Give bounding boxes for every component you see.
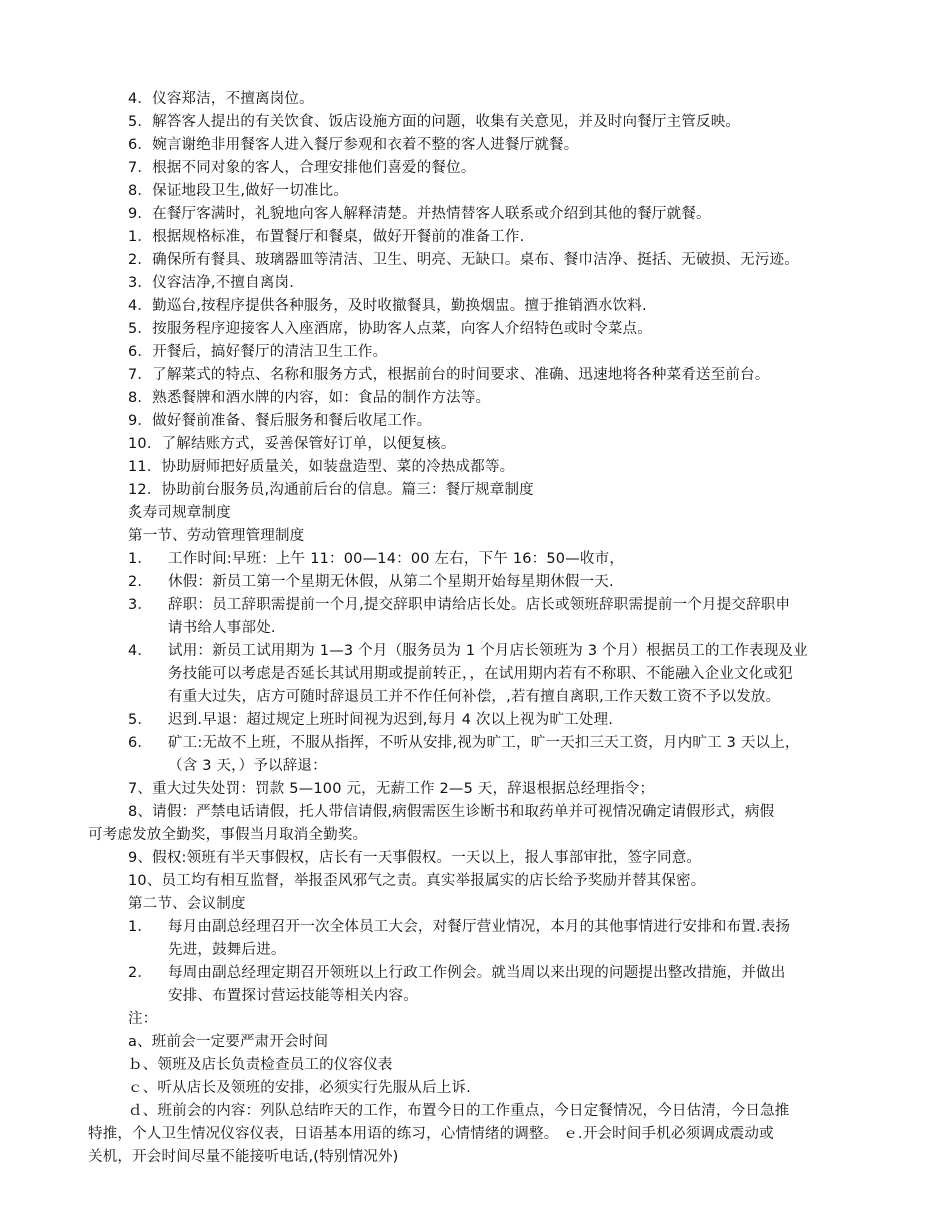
text-line: 8．保证地段卫生,做好一切准比。 [128, 183, 349, 199]
text-line: 6．婉言谢绝非用餐客人进入餐厅参观和衣着不整的客人进餐厅就餐。 [128, 137, 579, 153]
text-line: 9、假权:领班有半天事假权，店长有一天事假权。一天以上，报人事部审批，签字同意。 [128, 850, 702, 866]
item-number: 2． [128, 965, 153, 981]
text-line: 7．了解菜式的特点、名称和服务方式，根据前台的时间要求、准确、迅速地将各种菜肴送至前台。 [128, 367, 770, 383]
section-title: 炙寿司规章制度 [128, 505, 231, 521]
text-line: （含 3 天，）予以辞退： [168, 758, 327, 774]
item-number: 1． [128, 551, 153, 567]
text-line: 可考虑发放全勤奖，事假当月取消全勤奖。 [88, 827, 368, 843]
text-line: 每月由副总经理召开一次全体员工大会，对餐厅营业情况，本月的其他事情进行安排和布置.表扬 [168, 919, 791, 935]
text-line: 8、请假：严禁电话请假，托人带信请假,病假需医生诊断书和取药单并可视情况确定请假形式，病假 [128, 804, 775, 820]
text-line: 迟到.早退：超过规定上班时间视为迟到,每月 4 次以上视为旷工处理. [168, 712, 614, 728]
text-line: 请书给人事部处. [168, 620, 276, 636]
item-number: 5． [128, 712, 153, 728]
text-line: 务技能可以考虑是否延长其试用期或提前转正，，在试用期内若有不称职、不能融入企业文化或犯 [168, 666, 793, 682]
text-line: 有重大过失，店方可随时辞退员工并不作任何补偿，,若有擅自离职,工作天数工资不予以发放。 [168, 689, 781, 705]
note-item: ｃ、听从店长及领班的安排，必须实行先服从后上诉. [128, 1080, 471, 1096]
text-line: 先进，鼓舞后进。 [168, 942, 286, 958]
text-line: 10、员工均有相互监督，举报歪风邪气之责。真实举报属实的店长给予奖励并替其保密。 [128, 873, 706, 889]
text-line: 1．根据规格标准，布置餐厅和餐桌，做好开餐前的准备工作. [128, 229, 525, 245]
text-line: 试用：新员工试用期为 1—3 个月（服务员为 1 个月店长领班为 3 个月）根据员工的工作表现及业 [168, 643, 808, 659]
text-line: 9．做好餐前准备、餐后服务和餐后收尾工作。 [128, 413, 432, 429]
text-line: 2．确保所有餐具、玻璃器皿等清洁、卫生、明亮、无缺口。桌布、餐巾洁净、挺括、无破损、无污迹。 [128, 252, 799, 268]
item-number: 4． [128, 643, 153, 659]
text-line: 10．了解结账方式，妥善保管好订单，以便复核。 [128, 436, 456, 452]
text-line: 工作时间:早班：上午 11：00—14：00 左右，下午 16：50—收市， [168, 551, 625, 567]
note-item: a、班前会一定要严肃开会时间 [128, 1034, 329, 1050]
text-line: 12．协助前台服务员,沟通前后台的信息。篇三：餐厅规章制度 [128, 482, 534, 498]
text-line: 关机，开会时间尽量不能接听电话,(特别情况外) [88, 1149, 399, 1165]
item-number: 6． [128, 735, 153, 751]
text-line: 矿工:无故不上班，不服从指挥，不听从安排,视为旷工，旷一天扣三天工资，月内旷工 3 天以上， [168, 735, 800, 751]
text-line: 每周由副总经理定期召开领班以上行政工作例会。就当周以来出现的问题提出整改措施，并做出 [168, 965, 786, 981]
item-number: 1． [128, 919, 153, 935]
text-line: 4．仪容郑洁，不擅离岗位。 [128, 91, 314, 107]
note-item: ｂ、领班及店长负责检查员工的仪容仪表 [128, 1057, 393, 1073]
text-line: 6．开餐后，搞好餐厅的清洁卫生工作。 [128, 344, 388, 360]
text-line: 5．解答客人提出的有关饮食、饭店设施方面的问题，收集有关意见，并及时向餐厅主管反映。 [128, 114, 741, 130]
note-label: 注： [128, 1011, 158, 1027]
text-line: 3．仪容洁净,不擅自离岗. [128, 275, 295, 291]
text-line: 8．熟悉餐牌和酒水牌的内容，如：食品的制作方法等。 [128, 390, 491, 406]
text-line: 辞职：员工辞职需提前一个月,提交辞职申请给店长处。店长或领班辞职需提前一个月提交辞职申 [168, 597, 791, 613]
note-item: ｄ、班前会的内容：列队总结昨天的工作，布置今日的工作重点，今日定餐情况，今日估清，今日急推 [128, 1103, 790, 1119]
item-number: 3． [128, 597, 153, 613]
text-line: 5．按服务程序迎接客人入座酒席，协助客人点菜，向客人介绍特色或时令菜点。 [128, 321, 652, 337]
text-line: 4．勤巡台,按程序提供各种服务，及时收撤餐具，勤换烟盅。擅于推销酒水饮料. [128, 298, 647, 314]
text-line: 休假：新员工第一个星期无休假，从第二个星期开始每星期休假一天. [168, 574, 614, 590]
item-number: 2． [128, 574, 153, 590]
text-line: 特推，个人卫生情况仪容仪表，日语基本用语的练习，心情情绪的调整。 ｅ.开会时间手机必须调成震动或 [88, 1126, 774, 1142]
section-heading: 第一节、劳动管理管理制度 [128, 528, 305, 544]
text-line: 11．协助厨师把好质量关，如装盘造型、菜的冷热成都等。 [128, 459, 515, 475]
text-line: 安排、布置探讨营运技能等相关内容。 [168, 988, 418, 1004]
section-heading: 第二节、会议制度 [128, 896, 246, 912]
text-line: 7、重大过失处罚：罚款 5—100 元，无薪工作 2—5 天，辞退根据总经理指令； [128, 781, 655, 797]
text-line: 9．在餐厅客满时，礼貌地向客人解释清楚。并热情替客人联系或介绍到其他的餐厅就餐。 [128, 206, 711, 222]
text-line: 7．根据不同对象的客人，合理安排他们喜爱的餐位。 [128, 160, 476, 176]
